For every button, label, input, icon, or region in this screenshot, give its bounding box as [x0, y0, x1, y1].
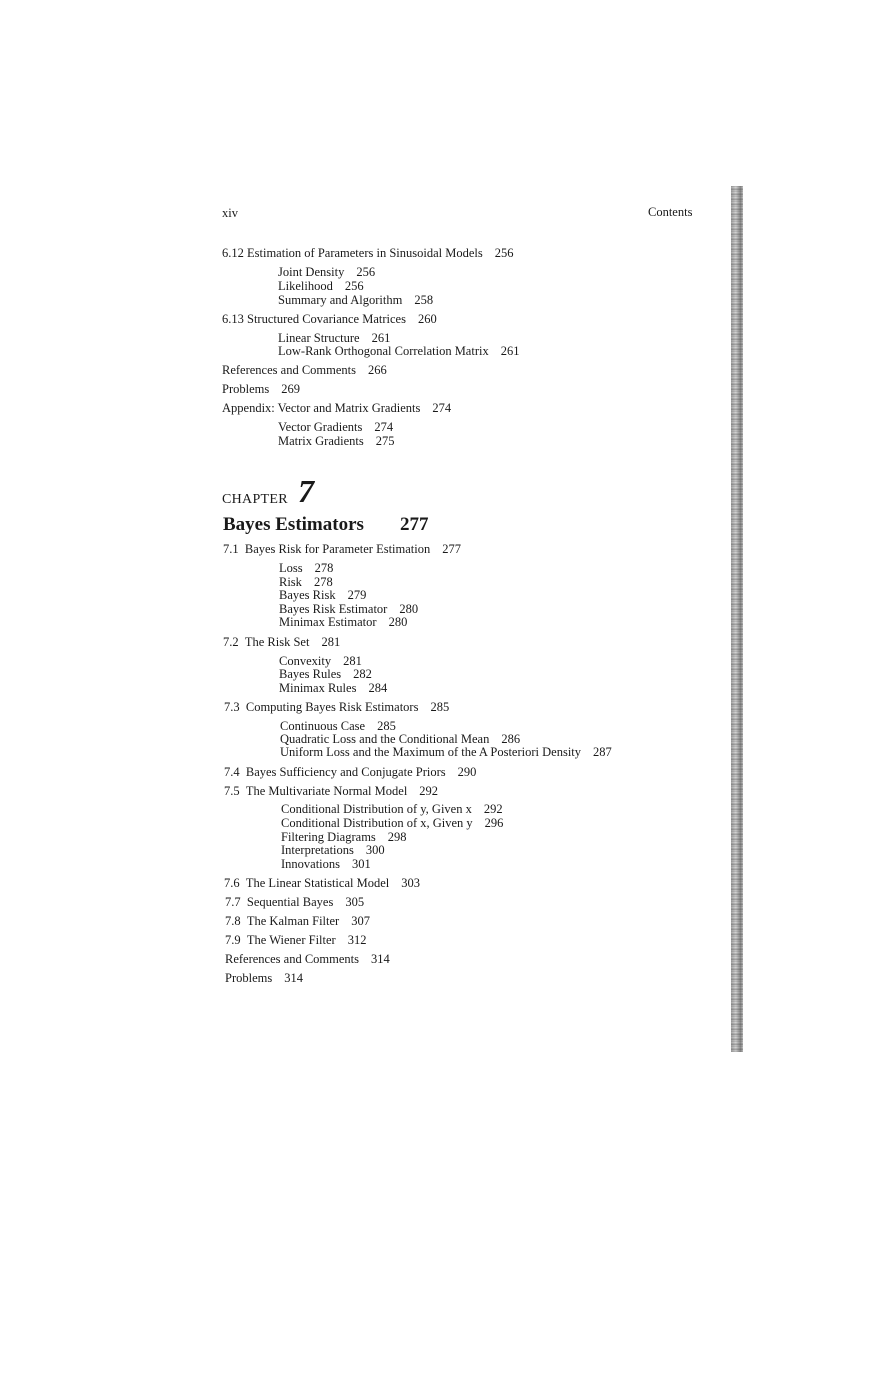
toc-subentry: Filtering Diagrams 298 — [281, 830, 407, 844]
toc-entry: Problems 269 — [222, 382, 300, 396]
toc-section: 7.6 The Linear Statistical Model 303 — [224, 876, 420, 890]
toc-entry: References and Comments 314 — [225, 952, 390, 966]
toc-subentry: Matrix Gradients 275 — [278, 434, 395, 448]
toc-subentry: Vector Gradients 274 — [278, 420, 394, 434]
toc-entry: 6.13 Structured Covariance Matrices 260 — [222, 312, 437, 326]
page-number: xiv — [222, 206, 238, 220]
toc-subentry: Likelihood 256 — [278, 279, 364, 293]
toc-subentry: Interpretations 300 — [281, 843, 385, 857]
toc-subentry: Joint Density 256 — [278, 265, 376, 279]
toc-entry: Problems 314 — [225, 971, 303, 985]
toc-section: 7.1 Bayes Risk for Parameter Estimation 277 — [223, 542, 462, 556]
running-title: Contents — [648, 205, 693, 219]
toc-section: 7.2 The Risk Set 281 — [223, 635, 341, 649]
toc-subentry: Uniform Loss and the Maximum of the A Posteriori Density 287 — [280, 745, 612, 759]
chapter-number: 7 — [298, 473, 314, 509]
chapter-title: Bayes Estimators — [223, 514, 364, 535]
toc-subentry: Bayes Risk Estimator 280 — [279, 602, 419, 616]
toc-subentry: Conditional Distribution of x, Given y 296 — [281, 816, 504, 830]
scan-page-edge — [731, 186, 743, 1052]
toc-section: 7.3 Computing Bayes Risk Estimators 285 — [224, 700, 450, 714]
toc-entry: 6.12 Estimation of Parameters in Sinusoidal Models 256 — [222, 246, 514, 260]
toc-subentry: Minimax Rules 284 — [279, 681, 388, 695]
toc-subentry: Quadratic Loss and the Conditional Mean 286 — [280, 732, 521, 746]
toc-subentry: Low-Rank Orthogonal Correlation Matrix 261 — [278, 344, 520, 358]
toc-subentry: Linear Structure 261 — [278, 331, 391, 345]
toc-section: 7.7 Sequential Bayes 305 — [225, 895, 365, 909]
toc-entry: Appendix: Vector and Matrix Gradients 274 — [222, 401, 452, 415]
toc-subentry: Minimax Estimator 280 — [279, 615, 408, 629]
toc-subentry: Continuous Case 285 — [280, 719, 396, 733]
toc-subentry: Convexity 281 — [279, 654, 362, 668]
toc-subentry: Innovations 301 — [281, 857, 371, 871]
toc-subentry: Loss 278 — [279, 561, 334, 575]
toc-subentry: Summary and Algorithm 258 — [278, 293, 434, 307]
toc-section: 7.9 The Wiener Filter 312 — [225, 933, 367, 947]
chapter-label: CHAPTER — [222, 492, 288, 507]
chapter-page: 277 — [400, 514, 429, 535]
toc-subentry: Bayes Risk 279 — [279, 588, 367, 602]
toc-subentry: Conditional Distribution of y, Given x 292 — [281, 802, 503, 816]
toc-section: 7.5 The Multivariate Normal Model 292 — [224, 784, 439, 798]
toc-subentry: Risk 278 — [279, 575, 333, 589]
toc-subentry: Bayes Rules 282 — [279, 667, 372, 681]
toc-section: 7.8 The Kalman Filter 307 — [225, 914, 370, 928]
toc-entry: References and Comments 266 — [222, 363, 387, 377]
toc-section: 7.4 Bayes Sufficiency and Conjugate Priors 290 — [224, 765, 477, 779]
